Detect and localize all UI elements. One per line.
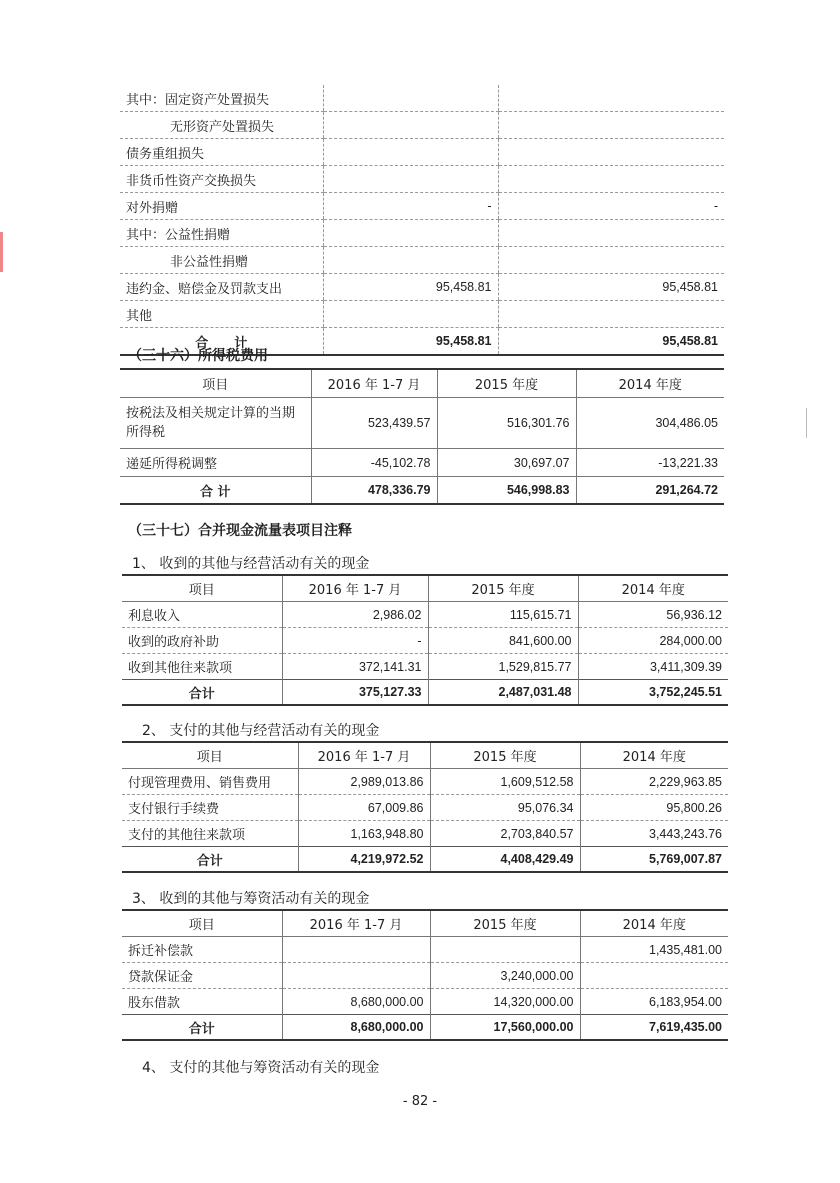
header-row — [122, 910, 728, 937]
column-header: 2015 年度 — [437, 369, 576, 398]
value-cell: 2,703,840.57 — [430, 821, 580, 847]
table-row — [120, 449, 724, 477]
row-label: 收到的政府补助 — [122, 628, 282, 654]
column-header: 2016 年 1-7 月 — [282, 910, 430, 937]
row-label: 违约金、赔偿金及罚款支出 — [120, 274, 323, 301]
subsection-title: 4、 支付的其他与筹资活动有关的现金 — [142, 1060, 380, 1076]
value-cell: -13,221.33 — [576, 449, 724, 477]
table-row — [122, 963, 728, 989]
table-row — [120, 112, 724, 139]
total-value: 17,560,000.00 — [430, 1015, 580, 1041]
value-cell — [498, 139, 724, 166]
row-label: 其中：公益性捐赠 — [120, 220, 323, 247]
row-label: 利息收入 — [122, 602, 282, 628]
total-row — [122, 847, 728, 873]
scan-mark — [806, 408, 807, 438]
value-cell — [323, 301, 498, 328]
table-row — [122, 989, 728, 1015]
table-row — [122, 602, 728, 628]
total-value: 5,769,007.87 — [580, 847, 728, 873]
value-cell: 523,439.57 — [311, 398, 437, 449]
total-label: 合计 — [122, 680, 282, 706]
header-row — [122, 742, 728, 769]
row-label: 非货币性资产交换损失 — [120, 166, 323, 193]
column-header: 2015 年度 — [428, 575, 578, 602]
row-label: 无形资产处置损失 — [120, 112, 323, 139]
value-cell: 1,435,481.00 — [580, 937, 728, 963]
table-row — [122, 654, 728, 680]
total-value: 3,752,245.51 — [578, 680, 728, 706]
table-row — [120, 193, 724, 220]
value-cell: 67,009.86 — [298, 795, 430, 821]
column-header: 项目 — [122, 910, 282, 937]
value-cell — [323, 166, 498, 193]
total-label: 合 计 — [195, 335, 248, 351]
value-cell: 8,680,000.00 — [282, 989, 430, 1015]
column-header: 2016 年 1-7 月 — [282, 575, 428, 602]
total-row — [122, 1015, 728, 1041]
section-heading-income-tax: （三十六）所得税费用 — [128, 348, 268, 364]
value-cell: -45,102.78 — [311, 449, 437, 477]
subsection-title: 1、 收到的其他与经营活动有关的现金 — [132, 556, 370, 572]
value-cell: 95,076.34 — [430, 795, 580, 821]
value-cell: 516,301.76 — [437, 398, 576, 449]
value-cell — [498, 301, 724, 328]
value-cell — [580, 963, 728, 989]
value-cell — [498, 166, 724, 193]
value-cell: 3,443,243.76 — [580, 821, 728, 847]
value-cell — [323, 85, 498, 112]
column-header: 2016 年 1-7 月 — [311, 369, 437, 398]
table-row — [120, 166, 724, 193]
total-value: 4,219,972.52 — [298, 847, 430, 873]
table-row — [120, 274, 724, 301]
value-cell: 1,529,815.77 — [428, 654, 578, 680]
cash-paid-operating-table — [122, 741, 728, 873]
total-value: 291,264.72 — [576, 477, 724, 505]
column-header: 项目 — [122, 742, 298, 769]
table-row — [122, 628, 728, 654]
column-header: 2015 年度 — [430, 742, 580, 769]
total-label: 合计 — [122, 847, 298, 873]
column-header: 2014 年度 — [576, 369, 724, 398]
value-cell — [430, 937, 580, 963]
subsection-title: 2、 支付的其他与经营活动有关的现金 — [142, 723, 380, 739]
row-label: 股东借款 — [122, 989, 282, 1015]
header-row — [120, 369, 724, 398]
total-value: 546,998.83 — [437, 477, 576, 505]
total-label: 合 计 — [199, 484, 231, 500]
income-tax-table — [120, 368, 724, 505]
total-row — [122, 680, 728, 706]
value-cell: - — [498, 193, 724, 220]
value-cell: 841,600.00 — [428, 628, 578, 654]
subsection-title: 3、 收到的其他与筹资活动有关的现金 — [132, 891, 370, 907]
table-row — [122, 795, 728, 821]
column-header: 项目 — [122, 575, 282, 602]
total-value: 478,336.79 — [311, 477, 437, 505]
column-header: 项目 — [120, 369, 311, 398]
column-header: 2015 年度 — [430, 910, 580, 937]
table-row — [120, 139, 724, 166]
page-number: - 82 - — [402, 1094, 438, 1109]
cash-received-operating-table — [122, 574, 728, 706]
value-cell — [323, 220, 498, 247]
total-value: 95,458.81 — [323, 328, 498, 356]
value-cell — [323, 247, 498, 274]
column-header: 2016 年 1-7 月 — [298, 742, 430, 769]
value-cell — [282, 963, 430, 989]
table-row — [120, 301, 724, 328]
value-cell: 3,240,000.00 — [430, 963, 580, 989]
row-label: 非公益性捐赠 — [120, 247, 323, 274]
value-cell — [498, 220, 724, 247]
value-cell: 2,989,013.86 — [298, 769, 430, 795]
value-cell: 115,615.71 — [428, 602, 578, 628]
value-cell: 2,229,963.85 — [580, 769, 728, 795]
value-cell: 2,986.02 — [282, 602, 428, 628]
row-label: 贷款保证金 — [122, 963, 282, 989]
total-row — [120, 477, 724, 505]
total-value: 2,487,031.48 — [428, 680, 578, 706]
row-label: 支付银行手续费 — [122, 795, 298, 821]
header-row — [122, 575, 728, 602]
row-label: 付现管理费用、销售费用 — [122, 769, 298, 795]
value-cell: 30,697.07 — [437, 449, 576, 477]
value-cell: 95,458.81 — [323, 274, 498, 301]
value-cell: 284,000.00 — [578, 628, 728, 654]
row-label: 按税法及相关规定计算的当期所得税 — [120, 398, 311, 449]
cash-received-financing-table — [122, 909, 728, 1041]
value-cell: 372,141.31 — [282, 654, 428, 680]
value-cell: 14,320,000.00 — [430, 989, 580, 1015]
table-row — [122, 769, 728, 795]
row-label: 收到其他往来款项 — [122, 654, 282, 680]
total-value: 95,458.81 — [498, 328, 724, 356]
row-label: 其中：固定资产处置损失 — [120, 85, 323, 112]
column-header: 2014 年度 — [580, 910, 728, 937]
table-row — [120, 220, 724, 247]
section-heading-cash-flow-notes: （三十七）合并现金流量表项目注释 — [128, 523, 352, 539]
value-cell: - — [323, 193, 498, 220]
total-value: 8,680,000.00 — [282, 1015, 430, 1041]
row-label: 拆迁补偿款 — [122, 937, 282, 963]
value-cell: 56,936.12 — [578, 602, 728, 628]
table-row — [120, 247, 724, 274]
row-label: 支付的其他往来款项 — [122, 821, 298, 847]
value-cell — [498, 112, 724, 139]
value-cell — [498, 247, 724, 274]
value-cell — [498, 85, 724, 112]
row-label: 债务重组损失 — [120, 139, 323, 166]
row-label: 其他 — [120, 301, 323, 328]
value-cell — [323, 112, 498, 139]
total-label: 合计 — [122, 1015, 282, 1041]
value-cell: 1,609,512.58 — [430, 769, 580, 795]
value-cell: 1,163,948.80 — [298, 821, 430, 847]
value-cell: - — [282, 628, 428, 654]
non-operating-expense-table — [120, 85, 724, 356]
scan-mark — [0, 232, 3, 272]
column-header: 2014 年度 — [580, 742, 728, 769]
value-cell: 304,486.05 — [576, 398, 724, 449]
column-header: 2014 年度 — [578, 575, 728, 602]
value-cell: 95,458.81 — [498, 274, 724, 301]
row-label: 递延所得税调整 — [120, 449, 311, 477]
value-cell: 95,800.26 — [580, 795, 728, 821]
value-cell — [323, 139, 498, 166]
table-row — [120, 398, 724, 449]
total-value: 7,619,435.00 — [580, 1015, 728, 1041]
total-value: 375,127.33 — [282, 680, 428, 706]
value-cell — [282, 937, 430, 963]
table-row — [122, 821, 728, 847]
table-row — [122, 937, 728, 963]
table-row — [120, 85, 724, 112]
row-label: 对外捐赠 — [120, 193, 323, 220]
value-cell: 3,411,309.39 — [578, 654, 728, 680]
total-value: 4,408,429.49 — [430, 847, 580, 873]
value-cell: 6,183,954.00 — [580, 989, 728, 1015]
